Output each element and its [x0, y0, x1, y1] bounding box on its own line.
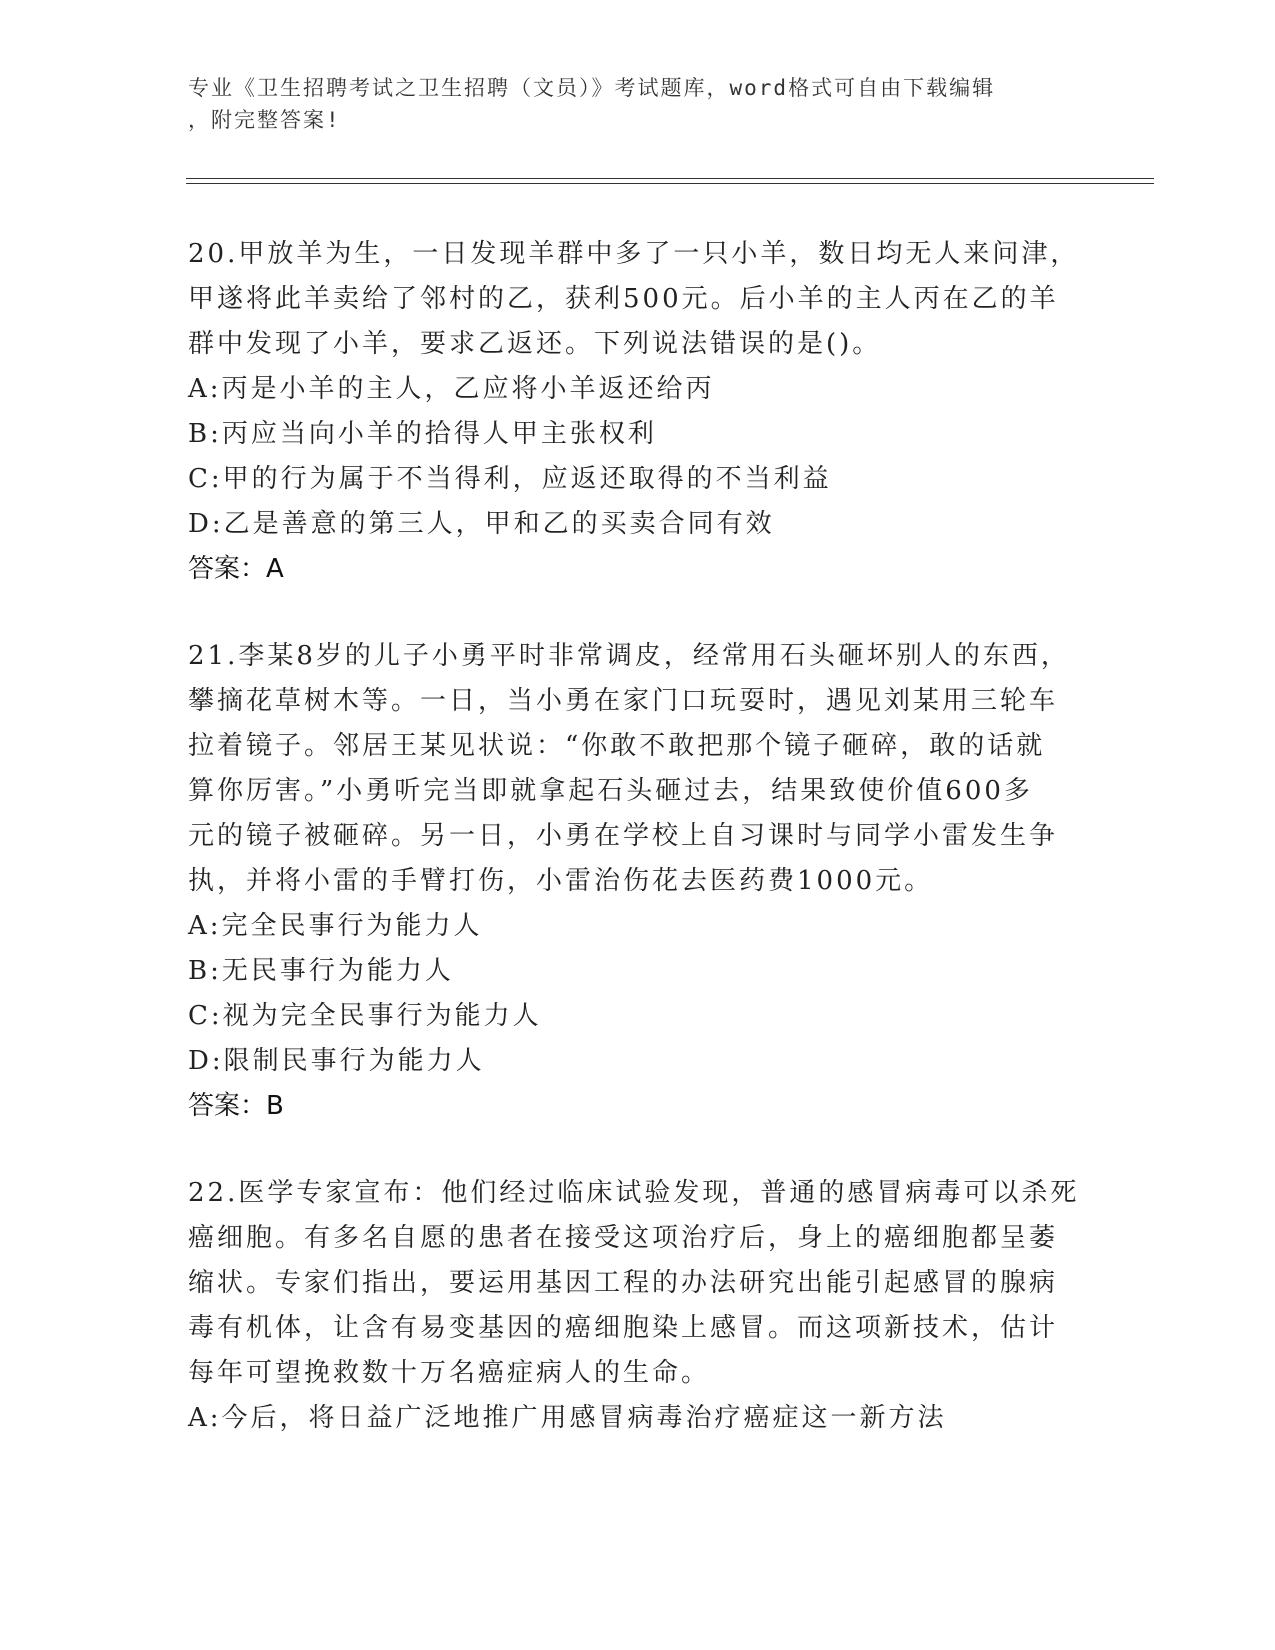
option-a: A:今后，将日益广泛地推广用感冒病毒治疗癌症这一新方法: [188, 1403, 947, 1433]
answer: 答案：B: [188, 1091, 284, 1121]
option-b: B:丙应当向小羊的拾得人甲主张权利: [188, 419, 657, 449]
question-20: [188, 232, 1088, 592]
question-stem-line: 算你厉害。”小勇听完当即就拿起石头砸过去，结果致使价值600多: [188, 776, 1033, 806]
option-d: D:乙是善意的第三人，甲和乙的买卖合同有效: [188, 509, 775, 539]
question-stem-line: 拉着镜子。邻居王某见状说：“你敢不敢把那个镜子砸碎，敢的话就: [188, 731, 1046, 761]
document-header: [188, 72, 1068, 136]
question-stem-line: 元的镜子被砸碎。另一日，小勇在学校上自习课时与同学小雷发生争: [188, 821, 1059, 851]
option-d: D:限制民事行为能力人: [188, 1046, 485, 1076]
question-stem-line: 20.甲放羊为生，一日发现羊群中多了一只小羊，数日均无人来问津，: [188, 239, 1080, 269]
option-b: B:无民事行为能力人: [188, 956, 454, 986]
option-c: C:视为完全民事行为能力人: [188, 1001, 542, 1031]
question-stem-line: 毒有机体，让含有易变基因的癌细胞染上感冒。而这项新技术，估计: [188, 1313, 1059, 1343]
question-stem-line: 21.李某8岁的儿子小勇平时非常调皮，经常用石头砸坏别人的东西，: [188, 641, 1070, 671]
question-stem-line: 癌细胞。有多名自愿的患者在接受这项治疗后，身上的癌细胞都呈萎: [188, 1223, 1059, 1253]
header-line-1: 专业《卫生招聘考试之卫生招聘（文员）》考试题库，word格式可自由下载编辑: [188, 76, 996, 100]
question-stem-line: 缩状。专家们指出，要运用基因工程的办法研究出能引起感冒的腺病: [188, 1268, 1059, 1298]
answer: 答案：A: [188, 554, 284, 584]
question-21: [188, 634, 1088, 1129]
option-c: C:甲的行为属于不当得利，应返还取得的不当利益: [188, 464, 832, 494]
option-a: A:丙是小羊的主人，乙应将小羊返还给丙: [188, 374, 715, 404]
question-stem-line: 每年可望挽救数十万名癌症病人的生命。: [188, 1358, 711, 1388]
question-list: [188, 232, 1088, 1483]
option-a: A:完全民事行为能力人: [188, 911, 483, 941]
question-stem-line: 甲遂将此羊卖给了邻村的乙，获利500元。后小羊的主人丙在乙的羊: [188, 284, 1059, 314]
question-22: [188, 1171, 1088, 1441]
question-stem-line: 22.医学专家宣布：他们经过临床试验发现，普通的感冒病毒可以杀死: [188, 1178, 1080, 1208]
header-divider: [186, 178, 1154, 184]
question-stem-line: 执，并将小雷的手臂打伤，小雷治伤花去医药费1000元。: [188, 866, 934, 896]
header-line-2: ，附完整答案!: [188, 108, 341, 132]
question-stem-line: 群中发现了小羊，要求乙返还。下列说法错误的是()。: [188, 329, 882, 359]
question-stem-line: 攀摘花草树木等。一日，当小勇在家门口玩耍时，遇见刘某用三轮车: [188, 686, 1059, 716]
